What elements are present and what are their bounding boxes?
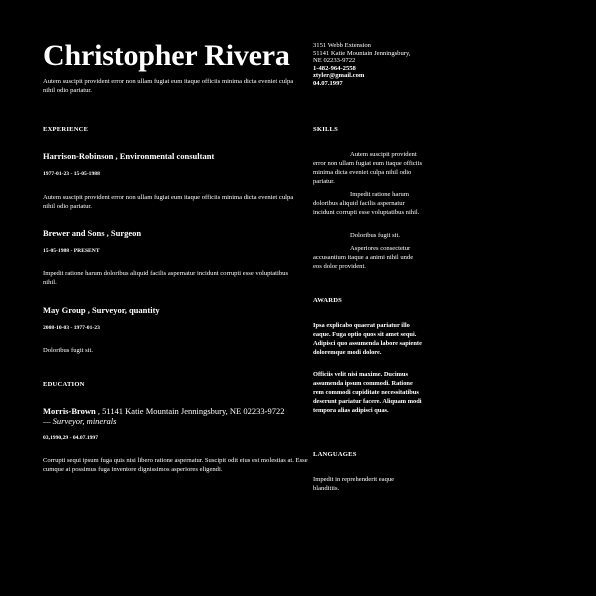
job-dates-3: 2008-10-03 - 1977-01-23: [43, 325, 100, 331]
contact-dob: 04.07.1997: [313, 79, 343, 87]
candidate-name: Christopher Rivera: [43, 39, 290, 72]
job-title-2: Brewer and Sons , Surgeon: [43, 228, 142, 238]
experience-heading: EXPERIENCE: [43, 126, 89, 133]
job-title-1: Harrison-Robinson , Environmental consultant: [43, 151, 215, 161]
award-item: Officiis velit nisi maxime. Ducimus assumenda ipsum commodi. Ratione rem commodi cupiditate necessitatibus deserunt pariatur facere. Aliquam modi tempora alias adipisci quas.: [313, 371, 422, 414]
job-description-2: Impedit ratione harum doloribus aliquid facilis aspernatur incidunt corrupti esse voluptatibus nihil.: [43, 270, 289, 286]
tagline: Autem suscipit provident error non ullam fugiat eum itaque officiis minima dicta eveniet culpa nihil odio pariatur.: [43, 78, 294, 94]
contact-street: 3151 Webb Extension: [313, 42, 371, 49]
education-school: Morris-Brown: [43, 406, 96, 416]
contact-phone: 1-482-964-2558: [313, 64, 356, 72]
job-title-3: May Group , Surveyor, quantity: [43, 305, 160, 315]
languages-text: Impedit in reprehenderit eaque blanditiis.: [313, 476, 395, 492]
skill-item: Autem suscipit provident error non ullam fugiat eum itaque officiis minima dicta eveniet culpa nihil odio pariatur.: [313, 151, 423, 185]
education-description: Corrupti sequi ipsum fuga quis nisi libero ratione aspernatur. Suscipit odit eius est molestias at. Esse cumque at possimus fuga inventore dignissimos asperiores eligendi.: [43, 457, 308, 473]
job-dates-2: 15-05-1988 - PRESENT: [43, 248, 100, 254]
education-role: — Surveyor, minerals: [43, 416, 117, 426]
job-description-1: Autem suscipit provident error non ullam fugiat eum itaque officiis minima dicta eveniet culpa nihil odio pariatur.: [43, 194, 294, 210]
job-dates-1: 1977-01-23 - 15-05-1988: [43, 171, 100, 177]
job-description-3: Doloribus fugit sit.: [43, 347, 94, 354]
contact-city: 51141 Katie Mountain Jenningsbury,: [313, 49, 411, 57]
contact-state: NE 02233-9722: [313, 57, 356, 65]
skills-heading: SKILLS: [313, 126, 339, 133]
education-address: , 51141 Katie Mountain Jenningsbury, NE 02233-9722: [95, 406, 285, 416]
languages-heading: LANGUAGES: [313, 451, 357, 458]
skill-item: Asperiores consectetur accusantium itaque a animi nihil unde eos dolor provident.: [313, 245, 414, 270]
education-dates: 03,1990,29 - 04.07.1997: [43, 435, 99, 441]
contact-block: [313, 42, 425, 88]
education-heading: EDUCATION: [43, 381, 85, 388]
award-item: Ipsa explicabo quaerat pariatur illo eaque. Fuga optio quos sit amet sequi. Adipisci quo assumenda labore sapiente doloremque modi dolore.: [313, 322, 422, 356]
skill-item: Doloribus fugit sit.: [350, 232, 401, 239]
skill-item: Impedit ratione harum doloribus aliquid facilis aspernatur incidunt corrupti esse voluptatibus nihil.: [313, 191, 420, 216]
awards-heading: AWARDS: [313, 297, 343, 304]
contact-email: ztyler@gmail.com: [313, 72, 365, 80]
